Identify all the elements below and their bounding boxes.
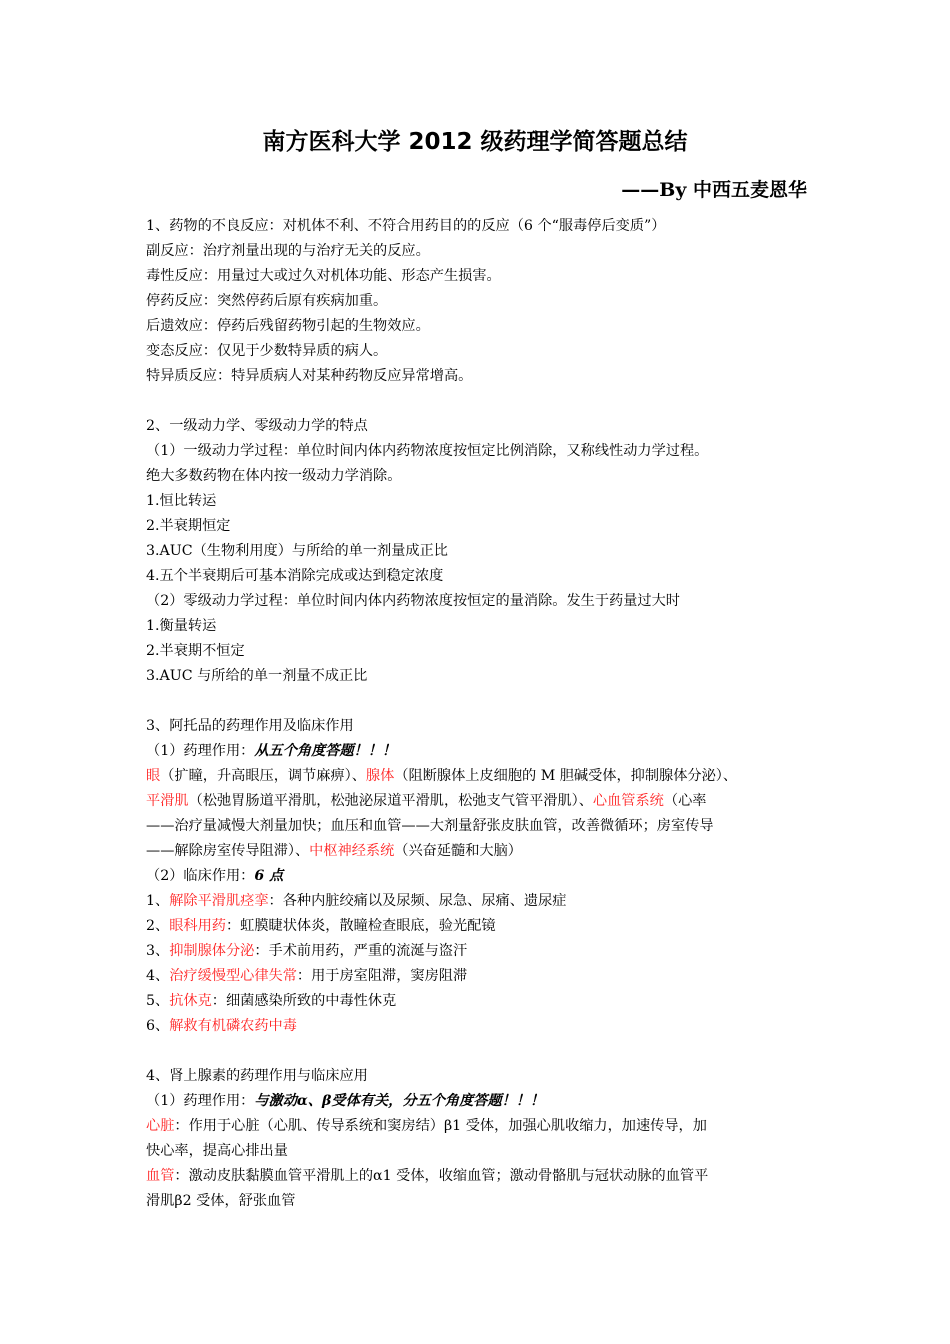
body-text: ：虹膜睫状体炎，散瞳检查眼底，验光配镜 (225, 918, 496, 934)
highlight-term: 眼科用药 (169, 918, 226, 934)
paragraph-gap (146, 1039, 810, 1064)
item-number: 3、 (146, 943, 170, 959)
zero-order-item: 3.AUC 与所给的单一剂量不成正比 (146, 668, 368, 684)
item-number: 4、 (146, 968, 170, 984)
zero-order-item: 1.衡量转运 (146, 618, 217, 634)
first-order-item: 2.半衰期恒定 (146, 518, 231, 534)
body-text: ：手术前用药，严重的流涎与盗汗 (254, 943, 468, 959)
highlight-term: 抗休克 (169, 993, 212, 1009)
zero-order-definition: （2）零级动力学过程：单位时间内体内药物浓度按恒定的量消除。发生于药量过大时 (146, 593, 680, 609)
highlight-term: 解除平滑肌痉挛 (169, 893, 269, 909)
section-2-heading: 2、一级动力学、零级动力学的特点 (146, 418, 368, 434)
first-order-definition-cont: 绝大多数药物在体内按一级动力学消除。 (146, 468, 402, 484)
body-text: （松弛胃肠道平滑肌，松弛泌尿道平滑肌，松弛支气管平滑肌）、 (188, 793, 593, 809)
item-number: 6、 (146, 1018, 170, 1034)
body-text: （心率 (663, 793, 707, 809)
body-text: （兴奋延髓和大脑） (394, 843, 522, 859)
highlight-term: 心血管系统 (592, 793, 664, 809)
subheading-label: （1）药理作用： (146, 1093, 255, 1109)
body-text: ：激动皮肤黏膜血管平滑肌上的α1 受体，收缩血管；激动骨骼肌与冠状动脉的血管平 (174, 1168, 709, 1184)
document-body (146, 214, 810, 1214)
highlight-term: 中枢神经系统 (309, 843, 395, 859)
section-1-line: 特异质反应：特异质病人对某种药物反应异常增高。 (146, 368, 473, 384)
section-1-line: 变态反应：仅见于少数特异质的病人。 (146, 343, 388, 359)
highlight-term: 眼 (146, 768, 161, 784)
body-text: ：用于房室阻滞，窦房阻滞 (296, 968, 468, 984)
body-text: （扩瞳，升高眼压，调节麻痹）、 (160, 768, 366, 784)
subheading-label: （1）药理作用： (146, 743, 255, 759)
highlight-term: 心脏 (146, 1118, 175, 1134)
emphasis-note: 6 点 (254, 868, 284, 884)
vessel-effect-line (146, 1164, 810, 1189)
adrenaline-pharm-label-line (146, 1089, 810, 1114)
document-title: 南方医科大学 2012 级药理学简答题总结 (262, 129, 688, 155)
emphasis-note: 与激动α、β受体有关，分五个角度答题！！！ (254, 1093, 545, 1109)
clinical-use-item (146, 1014, 810, 1039)
emphasis-note: 从五个角度答题！！！ (254, 743, 397, 759)
highlight-term: 治疗缓慢型心律失常 (169, 968, 297, 984)
atropine-pharm-line (146, 789, 810, 814)
section-1-line: 停药反应：突然停药后原有疾病加重。 (146, 293, 388, 309)
body-text: （阻断腺体上皮细胞的 M 胆碱受体，抑制腺体分泌）、 (394, 768, 738, 784)
atropine-pharm-line: ——治疗量减慢大剂量加快；血压和血管——大剂量舒张皮肤血管，改善微循环；房室传导 (146, 818, 714, 834)
item-number: 5、 (146, 993, 170, 1009)
subheading-label: （2）临床作用： (146, 868, 255, 884)
first-order-item: 1.恒比转运 (146, 493, 217, 509)
body-text: ：各种内脏绞痛以及尿频、尿急、尿痛、遗尿症 (268, 893, 567, 909)
highlight-term: 平滑肌 (146, 793, 189, 809)
clinical-use-item (146, 989, 810, 1014)
highlight-term: 抑制腺体分泌 (169, 943, 255, 959)
paragraph-gap (146, 689, 810, 714)
highlight-term: 血管 (146, 1168, 175, 1184)
highlight-term: 解救有机磷农药中毒 (169, 1018, 297, 1034)
clinical-use-item (146, 964, 810, 989)
clinical-use-item (146, 914, 810, 939)
zero-order-item: 2.半衰期不恒定 (146, 643, 245, 659)
body-text: ：细菌感染所致的中毒性休克 (211, 993, 397, 1009)
atropine-pharm-label-line (146, 739, 810, 764)
section-1-line: 后遗效应：停药后残留药物引起的生物效应。 (146, 318, 430, 334)
body-text: ：作用于心脏（心肌、传导系统和窦房结）β1 受体，加强心肌收缩力，加速传导，加 (174, 1118, 707, 1134)
section-3-heading: 3、阿托品的药理作用及临床作用 (146, 718, 354, 734)
atropine-pharm-line (146, 839, 810, 864)
atropine-pharm-line (146, 764, 810, 789)
vessel-effect-line-cont: 滑肌β2 受体，舒张血管 (146, 1193, 296, 1209)
clinical-use-item (146, 889, 810, 914)
clinical-use-item (146, 939, 810, 964)
first-order-definition: （1）一级动力学过程：单位时间内体内药物浓度按恒定比例消除，又称线性动力学过程。 (146, 443, 709, 459)
section-4-heading: 4、肾上腺素的药理作用与临床应用 (146, 1068, 368, 1084)
atropine-clinical-label-line (146, 864, 810, 889)
first-order-item: 4.五个半衰期后可基本消除完成或达到稳定浓度 (146, 568, 444, 584)
section-1-line: 副反应：治疗剂量出现的与治疗无关的反应。 (146, 243, 430, 259)
item-number: 1、 (146, 893, 170, 909)
paragraph-gap (146, 389, 810, 414)
body-text: ——解除房室传导阻滞）、 (146, 843, 310, 859)
heart-effect-line-cont: 快心率，提高心排出量 (146, 1143, 288, 1159)
section-1-heading: 1、药物的不良反应：对机体不利、不符合用药目的的反应（6 个“服毒停后变质”） (146, 218, 666, 234)
heart-effect-line (146, 1114, 810, 1139)
item-number: 2、 (146, 918, 170, 934)
author-byline: ——By 中西五麦恩华 (621, 179, 807, 201)
first-order-item: 3.AUC（生物利用度）与所给的单一剂量成正比 (146, 543, 448, 559)
highlight-term: 腺体 (365, 768, 395, 784)
section-1-line: 毒性反应：用量过大或过久对机体功能、形态产生损害。 (146, 268, 501, 284)
